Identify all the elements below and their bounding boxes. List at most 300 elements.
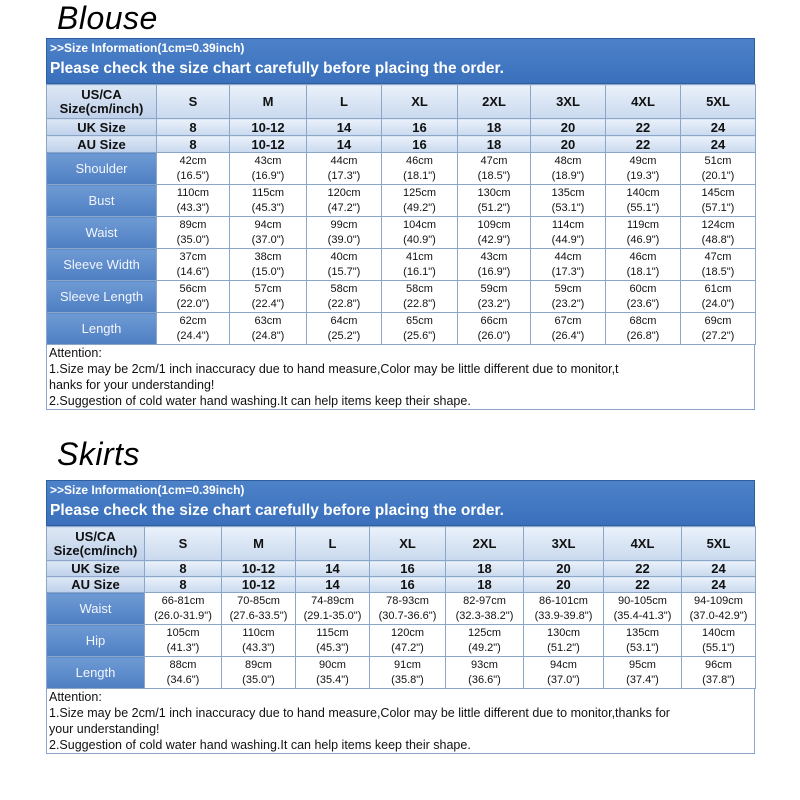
measurement-row (47, 185, 756, 217)
measurement-cell (307, 217, 382, 249)
measurement-inch: (24.0") (701, 297, 735, 310)
measurement-cell (531, 313, 606, 345)
measurement-row (47, 281, 756, 313)
measurement-cell (531, 281, 606, 313)
measurement-cm: 145cm (701, 186, 735, 199)
size-label: 4XL (606, 85, 681, 119)
measurement-label: Length (47, 313, 157, 345)
measurement-cell (145, 593, 222, 625)
attention-line: your understanding! (49, 722, 160, 736)
measurement-inch: (40.9") (403, 233, 436, 246)
measurement-cm: 69cm (704, 314, 732, 327)
measurement-row (47, 313, 756, 345)
measurement-cm: 105cm (166, 626, 200, 639)
measurement-inch: (25.6") (403, 329, 436, 342)
skirts-warning-line: Please check the size chart carefully before placing the order. (50, 502, 504, 519)
attention-line: 1.Size may be 2cm/1 inch inaccuracy due to hand measure,Color may be little different due to monitor,t (49, 362, 619, 376)
measurement-label: Sleeve Width (47, 249, 157, 281)
measurement-cell (145, 657, 222, 689)
measurement-cm: 67cm (554, 314, 582, 327)
measurement-cm: 120cm (390, 626, 425, 639)
measurement-cell (382, 217, 458, 249)
measurement-inch: (18.9") (551, 169, 585, 182)
measurement-cell (307, 249, 382, 281)
measurement-cm: 43cm (480, 250, 508, 263)
measurement-cm: 74-89cm (311, 594, 354, 607)
measurement-cell (682, 593, 756, 625)
measurement-inch: (24.8") (251, 329, 285, 342)
size-label: XL (370, 527, 446, 561)
measurement-cm: 38cm (254, 250, 282, 263)
blouse-info-line: >>Size Information(1cm=0.39inch) (50, 41, 245, 55)
au-size-value: 10-12 (230, 136, 307, 153)
measurement-label: Waist (47, 593, 145, 625)
measurement-cm: 89cm (245, 658, 272, 671)
au-size-value: 8 (145, 577, 222, 593)
measurement-cm: 130cm (546, 626, 581, 639)
measurement-inch: (49.2") (403, 201, 436, 214)
au-size-value: 16 (382, 136, 458, 153)
size-header-label-line: US/CA (75, 528, 116, 544)
blouse-attention-note (46, 345, 755, 410)
size-label: 2XL (458, 85, 531, 119)
measurement-cm: 114cm (551, 218, 585, 231)
measurement-label: Sleeve Length (47, 281, 157, 313)
measurement-cm: 91cm (394, 658, 421, 671)
measurement-inch: (20.1") (701, 169, 735, 182)
attention-line: 1.Size may be 2cm/1 inch inaccuracy due to hand measure,Color may be little different due to monitor,thanks for (49, 706, 670, 720)
measurement-cm: 43cm (254, 154, 282, 167)
measurement-inch: (15.0") (251, 265, 285, 278)
size-label: L (307, 85, 382, 119)
uk-size-row (47, 561, 756, 577)
measurement-row (47, 153, 756, 185)
measurement-inch: (18.1") (403, 169, 436, 182)
measurement-cell (157, 217, 230, 249)
size-label: XL (382, 85, 458, 119)
size-label: 5XL (681, 85, 756, 119)
measurement-cell (296, 593, 370, 625)
measurement-cell (606, 313, 681, 345)
measurement-inch: (42.9") (477, 233, 511, 246)
measurement-inch: (35.0") (242, 673, 275, 686)
measurement-row (47, 217, 756, 249)
measurement-inch: (47.2") (327, 201, 361, 214)
measurement-cell (382, 153, 458, 185)
measurement-cell (446, 593, 524, 625)
measurement-cell (382, 249, 458, 281)
uk-size-value: 20 (531, 119, 606, 136)
measurement-cell (681, 217, 756, 249)
measurement-cm: 95cm (629, 658, 656, 671)
measurement-cell (604, 625, 682, 657)
measurement-cm: 120cm (327, 186, 361, 199)
au-size-row (47, 136, 756, 153)
measurement-inch: (48.8") (701, 233, 735, 246)
measurement-cm: 47cm (704, 250, 732, 263)
measurement-inch: (29.1-35.0") (303, 609, 362, 622)
measurement-inch: (32.3-38.2") (455, 609, 514, 622)
measurement-inch: (35.0") (176, 233, 210, 246)
measurement-cell (524, 593, 604, 625)
measurement-cell (531, 217, 606, 249)
uk-size-value: 10-12 (230, 119, 307, 136)
measurement-inch: (45.3") (316, 641, 349, 654)
attention-line: hanks for your understanding! (49, 378, 215, 392)
measurement-inch: (55.1") (702, 641, 735, 654)
measurement-cm: 115cm (316, 626, 349, 639)
measurement-cell (681, 185, 756, 217)
measurement-inch: (26.8") (626, 329, 660, 342)
au-size-value: 20 (531, 136, 606, 153)
measurement-cell (458, 185, 531, 217)
measurement-inch: (37.0") (251, 233, 285, 246)
measurement-cell (446, 657, 524, 689)
au-size-value: 24 (681, 136, 756, 153)
measurement-inch: (16.1") (403, 265, 436, 278)
measurement-cm: 64cm (330, 314, 358, 327)
measurement-inch: (35.8") (391, 673, 424, 686)
measurement-label: Length (47, 657, 145, 689)
measurement-inch: (22.8") (327, 297, 361, 310)
blouse-title: Blouse (57, 0, 158, 36)
uk-size-value: 10-12 (222, 561, 296, 577)
measurement-cell (682, 657, 756, 689)
au-size-value: 20 (524, 577, 604, 593)
measurement-cm: 46cm (406, 154, 433, 167)
measurement-cm: 37cm (179, 250, 207, 263)
measurement-cm: 44cm (554, 250, 582, 263)
measurement-cm: 90cm (319, 658, 346, 671)
measurement-cell (606, 185, 681, 217)
measurement-cell (524, 657, 604, 689)
measurement-cm: 59cm (554, 282, 582, 295)
measurement-inch: (37.0-42.9") (689, 609, 748, 622)
measurement-cm: 68cm (629, 314, 657, 327)
measurement-inch: (26.0") (477, 329, 511, 342)
measurement-inch: (53.1") (626, 641, 659, 654)
measurement-cell (606, 217, 681, 249)
measurement-row (47, 625, 756, 657)
size-label: 2XL (446, 527, 524, 561)
measurement-inch: (34.6") (166, 673, 200, 686)
uk-size-value: 22 (606, 119, 681, 136)
measurement-cm: 125cm (402, 186, 437, 199)
measurement-inch: (16.9") (477, 265, 511, 278)
au-size-value: 18 (458, 136, 531, 153)
uk-size-label: UK Size (47, 561, 145, 577)
measurement-cell (458, 153, 531, 185)
measurement-cell (230, 185, 307, 217)
size-header-label-line: US/CA (81, 86, 122, 102)
size-label: S (145, 527, 222, 561)
measurement-cm: 48cm (554, 154, 582, 167)
measurement-cell (307, 313, 382, 345)
size-header-label (47, 85, 157, 119)
au-size-value: 14 (296, 577, 370, 593)
size-label: 3XL (531, 85, 606, 119)
measurement-cell (524, 625, 604, 657)
uk-size-value: 24 (681, 119, 756, 136)
size-label: M (230, 85, 307, 119)
measurement-label: Bust (47, 185, 157, 217)
measurement-inch: (18.1") (626, 265, 660, 278)
measurement-inch: (27.6-33.5") (229, 609, 288, 622)
measurement-cell (681, 313, 756, 345)
measurement-cell (307, 281, 382, 313)
measurement-cell (606, 281, 681, 313)
measurement-inch: (41.3") (166, 641, 200, 654)
measurement-cm: 65cm (406, 314, 433, 327)
measurement-inch: (17.3") (551, 265, 585, 278)
measurement-cm: 135cm (625, 626, 660, 639)
measurement-inch: (22.0") (176, 297, 210, 310)
measurement-cm: 78-93cm (386, 594, 429, 607)
measurement-cell (382, 281, 458, 313)
measurement-cell (157, 313, 230, 345)
measurement-cm: 89cm (179, 218, 207, 231)
size-header-label-line: Size(cm/inch) (53, 542, 138, 558)
au-size-value: 16 (370, 577, 446, 593)
uk-size-value: 18 (446, 561, 524, 577)
measurement-cm: 58cm (330, 282, 358, 295)
measurement-cm: 56cm (179, 282, 207, 295)
measurement-inch: (49.2") (468, 641, 501, 654)
skirts-size-chart (46, 480, 755, 754)
measurement-inch: (14.6") (176, 265, 210, 278)
measurement-cm: 63cm (254, 314, 282, 327)
measurement-inch: (26.0-31.9") (154, 609, 212, 622)
measurement-cell (307, 185, 382, 217)
measurement-cell (531, 185, 606, 217)
measurement-inch: (26.4") (551, 329, 585, 342)
uk-size-value: 8 (145, 561, 222, 577)
measurement-cm: 60cm (629, 282, 657, 295)
measurement-inch: (39.0") (327, 233, 361, 246)
au-size-value: 22 (604, 577, 682, 593)
measurement-cell (382, 185, 458, 217)
measurement-inch: (24.4") (176, 329, 210, 342)
measurement-cell (681, 281, 756, 313)
measurement-inch: (37.0") (547, 673, 580, 686)
measurement-inch: (17.3") (327, 169, 361, 182)
measurement-cell (230, 313, 307, 345)
uk-size-value: 24 (682, 561, 756, 577)
measurement-inch: (37.4") (626, 673, 659, 686)
skirts-attention-note (46, 689, 755, 754)
measurement-cell (370, 657, 446, 689)
measurement-cell (157, 281, 230, 313)
measurement-inch: (16.9") (251, 169, 285, 182)
measurement-inch: (51.2") (477, 201, 511, 214)
blouse-warning-line: Please check the size chart carefully before placing the order. (50, 60, 504, 77)
measurement-cm: 62cm (179, 314, 207, 327)
measurement-cm: 104cm (402, 218, 437, 231)
measurement-cell (682, 625, 756, 657)
measurement-inch: (55.1") (626, 201, 660, 214)
measurement-cell (458, 217, 531, 249)
measurement-cm: 115cm (251, 186, 285, 199)
measurement-inch: (35.4-41.3") (613, 609, 672, 622)
measurement-row (47, 593, 756, 625)
measurement-cell (296, 657, 370, 689)
measurement-cell (604, 657, 682, 689)
measurement-cell (382, 313, 458, 345)
measurement-inch: (22.4") (251, 297, 285, 310)
uk-size-row (47, 119, 756, 136)
measurement-cell (230, 249, 307, 281)
measurement-cm: 135cm (551, 186, 585, 199)
measurement-cell (230, 217, 307, 249)
measurement-cm: 82-97cm (463, 594, 506, 607)
measurement-inch: (53.1") (551, 201, 585, 214)
measurement-inch: (43.3") (176, 201, 210, 214)
measurement-cm: 70-85cm (237, 594, 280, 607)
measurement-inch: (19.3") (626, 169, 660, 182)
measurement-cm: 41cm (406, 250, 433, 263)
measurement-cm: 51cm (704, 154, 732, 167)
measurement-cell (157, 185, 230, 217)
size-label: 4XL (604, 527, 682, 561)
blouse-banner (46, 38, 755, 84)
uk-size-value: 16 (370, 561, 446, 577)
measurement-cm: 140cm (626, 186, 660, 199)
measurement-inch: (36.6") (468, 673, 501, 686)
measurement-label: Hip (47, 625, 145, 657)
measurement-cm: 46cm (629, 250, 657, 263)
measurement-cell (307, 153, 382, 185)
skirts-info-line: >>Size Information(1cm=0.39inch) (50, 483, 245, 497)
blouse-size-table (46, 84, 756, 345)
measurement-cm: 66cm (480, 314, 508, 327)
measurement-cm: 40cm (330, 250, 358, 263)
measurement-cell (458, 313, 531, 345)
measurement-inch: (16.5") (176, 169, 210, 182)
measurement-inch: (44.9") (551, 233, 585, 246)
measurement-row (47, 657, 756, 689)
measurement-cm: 49cm (629, 154, 657, 167)
measurement-inch: (37.8") (702, 673, 735, 686)
measurement-cm: 99cm (330, 218, 358, 231)
size-header-row (47, 527, 756, 561)
measurement-inch: (15.7") (327, 265, 361, 278)
measurement-cm: 119cm (626, 218, 660, 231)
au-size-value: 18 (446, 577, 524, 593)
measurement-cm: 86-101cm (539, 594, 588, 607)
measurement-cm: 58cm (406, 282, 433, 295)
au-size-value: 14 (307, 136, 382, 153)
measurement-inch: (57.1") (701, 201, 735, 214)
size-label: M (222, 527, 296, 561)
au-size-label: AU Size (47, 136, 157, 153)
skirts-title: Skirts (57, 436, 140, 472)
measurement-inch: (23.6") (626, 297, 660, 310)
measurement-cm: 93cm (471, 658, 498, 671)
measurement-cell (230, 153, 307, 185)
measurement-cell (604, 593, 682, 625)
measurement-cell (296, 625, 370, 657)
measurement-row (47, 249, 756, 281)
uk-size-value: 8 (157, 119, 230, 136)
au-size-label: AU Size (47, 577, 145, 593)
blouse-size-chart (46, 38, 755, 410)
measurement-cm: 90-105cm (618, 594, 667, 607)
uk-size-value: 14 (307, 119, 382, 136)
measurement-cm: 96cm (705, 658, 732, 671)
au-size-value: 10-12 (222, 577, 296, 593)
size-label: L (296, 527, 370, 561)
skirts-size-table (46, 526, 756, 689)
measurement-cell (606, 249, 681, 281)
attention-line: 2.Suggestion of cold water hand washing.It can help items keep their shape. (49, 738, 471, 752)
size-label: 5XL (682, 527, 756, 561)
au-size-value: 8 (157, 136, 230, 153)
measurement-cm: 88cm (169, 658, 197, 671)
measurement-cell (531, 249, 606, 281)
measurement-inch: (45.3") (251, 201, 285, 214)
measurement-cell (458, 249, 531, 281)
attention-line: 2.Suggestion of cold water hand washing.It can help items keep their shape. (49, 394, 471, 408)
measurement-cm: 109cm (477, 218, 511, 231)
measurement-inch: (35.4") (316, 673, 349, 686)
measurement-inch: (51.2") (547, 641, 580, 654)
measurement-cell (606, 153, 681, 185)
measurement-cell (222, 657, 296, 689)
measurement-inch: (18.5") (477, 169, 511, 182)
measurement-inch: (18.5") (701, 265, 735, 278)
measurement-cell (157, 249, 230, 281)
attention-line: Attention: (49, 690, 102, 704)
au-size-value: 22 (606, 136, 681, 153)
size-header-row (47, 85, 756, 119)
measurement-cell (681, 249, 756, 281)
measurement-inch: (46.9") (626, 233, 660, 246)
uk-size-value: 20 (524, 561, 604, 577)
measurement-cm: 57cm (254, 282, 282, 295)
measurement-label: Waist (47, 217, 157, 249)
measurement-inch: (33.9-39.8") (534, 609, 593, 622)
measurement-cell (370, 593, 446, 625)
size-header-label-line: Size(cm/inch) (59, 100, 144, 116)
attention-line: Attention: (49, 346, 102, 360)
size-header-label (47, 527, 145, 561)
measurement-cm: 94-109cm (694, 594, 743, 607)
measurement-inch: (23.2") (477, 297, 511, 310)
skirts-banner (46, 480, 755, 526)
measurement-cell (446, 625, 524, 657)
measurement-inch: (22.8") (403, 297, 436, 310)
measurement-label: Shoulder (47, 153, 157, 185)
uk-size-label: UK Size (47, 119, 157, 136)
measurement-cm: 124cm (701, 218, 735, 231)
measurement-cm: 61cm (704, 282, 732, 295)
measurement-cm: 44cm (330, 154, 358, 167)
measurement-cell (145, 625, 222, 657)
measurement-cm: 66-81cm (161, 594, 205, 607)
size-label: S (157, 85, 230, 119)
measurement-cm: 59cm (480, 282, 508, 295)
measurement-cm: 140cm (701, 626, 736, 639)
measurement-cell (458, 281, 531, 313)
measurement-cell (531, 153, 606, 185)
uk-size-value: 16 (382, 119, 458, 136)
measurement-cm: 110cm (176, 186, 210, 199)
uk-size-value: 18 (458, 119, 531, 136)
measurement-cm: 110cm (242, 626, 275, 639)
measurement-cell (157, 153, 230, 185)
measurement-cell (222, 625, 296, 657)
measurement-cell (222, 593, 296, 625)
